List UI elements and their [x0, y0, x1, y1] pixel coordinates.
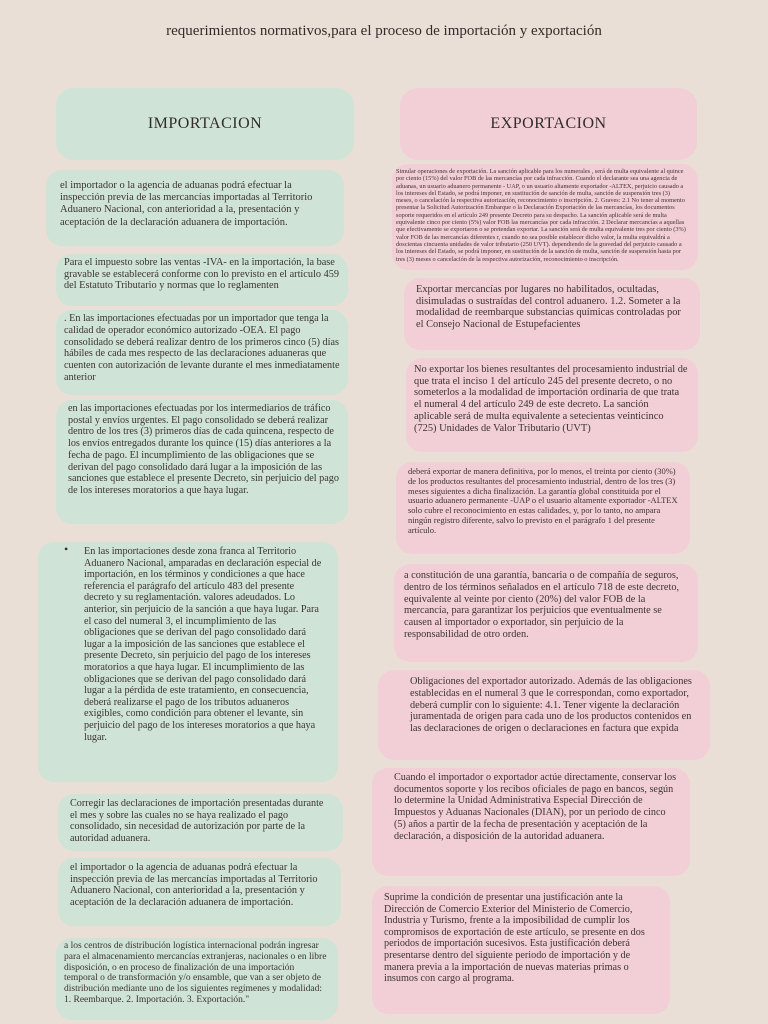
exportacion-note-2	[404, 278, 700, 350]
exportacion-note-1-text: Simular operaciones de exportación. La sanción aplicable para los numerales , será de multa equivalente al quince por ciento (15%) del valor FOB de las mercancías por cada infracción. Cuando el declarante sea una agencia de aduanas, un usuario aduanero permanente - UAP, o un usuario altamente exportador -ALTEX, perjuicio causado a los intereses del Estado, se podrá imponer, en sustitución de sanción de multa, sanción de suspensión tres (3) meses, o cancelación la respectiva autorización, reconocimiento o inscripción. 2. Graves: 2.1 No tener al momento presentar la Solicitud Autorización Embarque o la Declaración Exportación de las mercancías, los documentos soporte requeridos en el artículo 249 presente Decreto para su despacho. La sanción aplicable será de multa equivalente cinco por ciento (5%) valor FOB las mercancías por cada infracción. 2 Declarar mercancías a aquellas que efectivamente se exportaron o se pretendan exportar. La sanción será de multa equivalente tres por ciento (3%) valor FOB de las mercancías diferentes r, cuando no sea posible establecer dicho valor, la multa equivaldrá a doscientas cincuenta unidades de valor tributario (250 UVT). dependiendo de la gravedad del perjuicio causado a los intereses del Estado, se podrá imponer, en sustitución de la sanción de multa, sanción de suspensión hasta por tres (3) meses o cancelación de la respectiva autorización, reconocimiento o inscripción.	[396, 168, 686, 263]
exportacion-note-2-text: Exportar mercancías por lugares no habilitados, ocultadas, disimuladas o sustraídas del control aduanero. 1.2. Someter a la modalidad de reembarque substancias químicas controladas por el Consejo Nacional de Estupefacientes	[416, 284, 681, 331]
importacion-note-7-text: el importador o la agencia de aduanas podrá efectuar la inspección previa de las mercancías importadas al Territorio Aduanero Nacional, con anterioridad a la, presentación y aceptación de la declaración aduanera de importación.	[70, 862, 318, 908]
importacion-note-4-text: en las importaciones efectuadas por los intermediarios de tráfico postal y envíos urgentes. El pago consolidado se deberá realizar dentro de los tres (3) primeros días de cada quincena, respecto de los envíos entregados durante los quince (15) días anteriores a la fecha de pago. El incumplimiento de las obligaciones que se derivan del pago consolidado dará lugar a la imposición de las sanciones que establece el presente Decreto, sin perjuicio del pago de los intereses moratorios a que haya lugar.	[68, 403, 339, 496]
importacion-note-6	[58, 794, 343, 851]
importacion-note-7	[58, 858, 341, 926]
exportacion-note-4-text: deberá exportar de manera definitiva, por lo menos, el treinta por ciento (30%) de los productos resultantes del procesamiento industrial, dentro de los tres (3) meses siguientes a dicha finalización. La garantía global constituida por el usuario aduanero permanente -UAP o el usuario altamente exportador -ALTEX solo cubre el reconocimiento en estas calidades, y, por lo tanto, no ampara ningún registro diferente, salvo lo previsto en el parágrafo 1 del presente artículo.	[408, 466, 678, 535]
exportacion-note-3	[406, 358, 698, 452]
importacion-note-2-text: Para el impuesto sobre las ventas -IVA- en la importación, la base gravable se establecerá conforme con lo previsto en el artículo 459 del Estatuto Tributario y normas que lo reglamenten	[64, 257, 340, 292]
exportacion-note-6	[378, 670, 710, 760]
exportacion-header-label: EXPORTACION	[490, 115, 607, 132]
exportacion-note-4	[396, 462, 690, 554]
exportacion-note-5-text: a constitución de una garantía, bancaria o de compañía de seguros, dentro de los términos señalados en el artículo 718 de este decreto, equivalente al veinte por ciento (20%) del valor FOB de la mercancía, para garantizar los perjuicios que eventualmente se causen al importador o exportador, sin perjuicio de la responsabilidad de otro orden.	[404, 570, 680, 640]
page-title: requerimientos normativos,para el proceso de importación y exportación	[166, 23, 602, 39]
importacion-note-3	[56, 310, 348, 395]
importacion-note-6-text: Corregir las declaraciones de importación presentadas durante el mes y sobre las cuales no se haya realizado el pago consolidado, sin necesidad de autorización por parte de la autoridad aduanera.	[70, 798, 324, 844]
importacion-note-8-text: a los centros de distribución logística internacional podrán ingresar para el almacenamiento mercancías extranjeras, nacionales o en libre disposición, o en proceso de finalización de una importación temporal o de transformación y/o ensamble, que van a ser objeto de distribución mediante uno de los siguientes regímenes y modalidad: 1. Reembarque. 2. Importación. 3. Exportación."	[64, 941, 327, 1005]
importacion-header-label: IMPORTACION	[147, 115, 263, 132]
importacion-note-1	[46, 170, 344, 246]
exportacion-note-3-text: No exportar los bienes resultantes del procesamiento industrial de que trata el inciso 1 del artículo 245 del presente decreto, o no someterlos a la modalidad de importación ordinaria de que trata el numeral 4 del artículo 249 de este decreto. La sanción aplicable será de multa equivalente a setecientas veinticinco (725) Unidades de Valor Tributario (UVT)	[414, 364, 688, 434]
exportacion-note-6-text: Obligaciones del exportador autorizado. Además de las obligaciones establecidas en el numeral 3 que le correspondan, como exportador, deberá cumplir con lo siguiente: 4.1. Tener vigente la declaración juramentada de origen para cada uno de los productos contenidos en las declaraciones de origen o declaraciones en factura que expida	[410, 676, 692, 735]
exportacion-note-1	[392, 164, 698, 270]
importacion-note-2	[56, 254, 348, 306]
importacion-note-5-text: En las importaciones desde zona franca al Territorio Aduanero Nacional, amparadas en declaración especial de importación, en los términos y condiciones a que hace referencia el parágrafo del artículo 483 del presente decreto y su reglamentación. valores adeudados. Lo anterior, sin perjuicio de la sanción a que haya lugar. Para el caso del numeral 3, el incumplimiento de las obligaciones que se derivan del pago consolidado dará lugar a la imposición de las sanciones que establece el presente Decreto, sin perjuicio del pago de los intereses moratorios a que haya lugar. El incumplimiento de las obligaciones que se derivan del pago consolidado dará lugar a la pérdida de este tratamiento, en consecuencia, deberá realizarse el pago de los tributos aduaneros exigibles, como condición para obtener el levante, sin perjuicio del pago de los intereses moratorios a que haya lugar.	[84, 546, 322, 743]
importacion-note-1-text: el importador o la agencia de aduanas podrá efectuar la inspección previa de las mercancías importadas al Territorio Aduanero Nacional, con anterioridad a la, presentación y aceptación de la declaración aduanera de importación.	[60, 180, 313, 228]
exportacion-note-7-text: Cuando el importador o exportador actúe directamente, conservar los documentos soporte y los recibos oficiales de pago en bancos, según lo determine la Unidad Administrativa Especial Dirección de Impuestos y Aduanas Nacionales (DIAN), por un periodo de cinco (5) años a partir de la fecha de presentación y aceptación de la declaración, a disposición de la autoridad aduanera.	[394, 772, 677, 842]
bullet-icon: •	[64, 542, 69, 556]
importacion-note-3-text: . En las importaciones efectuadas por un importador que tenga la calidad de operador económico autorizado -OEA. El pago consolidado se deberá realizar dentro de los primeros cinco (5) días hábiles de cada mes respecto de las declaraciones aduaneras que cuenten con autorización de levante durante el mes inmediatamente anterior	[64, 313, 340, 383]
exportacion-note-8-text: Suprime la condición de presentar una justificación ante la Dirección de Comercio Exterior del Ministerio de Comercio, Industria y Turismo, frente a la imposibilidad de cumplir los compromisos de exportación de este artículo, se presente en dos periodos de importación sucesivos. Esta justificación deberá presentarse dentro del siguiente periodo de importación y de manera previa a la importación de nuevas materias primas o insumos con cargo al programa.	[384, 892, 645, 985]
exportacion-note-7	[372, 768, 690, 876]
importacion-note-5	[38, 542, 338, 782]
importacion-header	[56, 88, 354, 160]
exportacion-note-5	[394, 564, 698, 662]
importacion-note-4	[56, 400, 348, 524]
exportacion-note-8	[372, 886, 670, 1014]
exportacion-header	[400, 88, 697, 160]
importacion-note-8	[56, 938, 338, 1020]
